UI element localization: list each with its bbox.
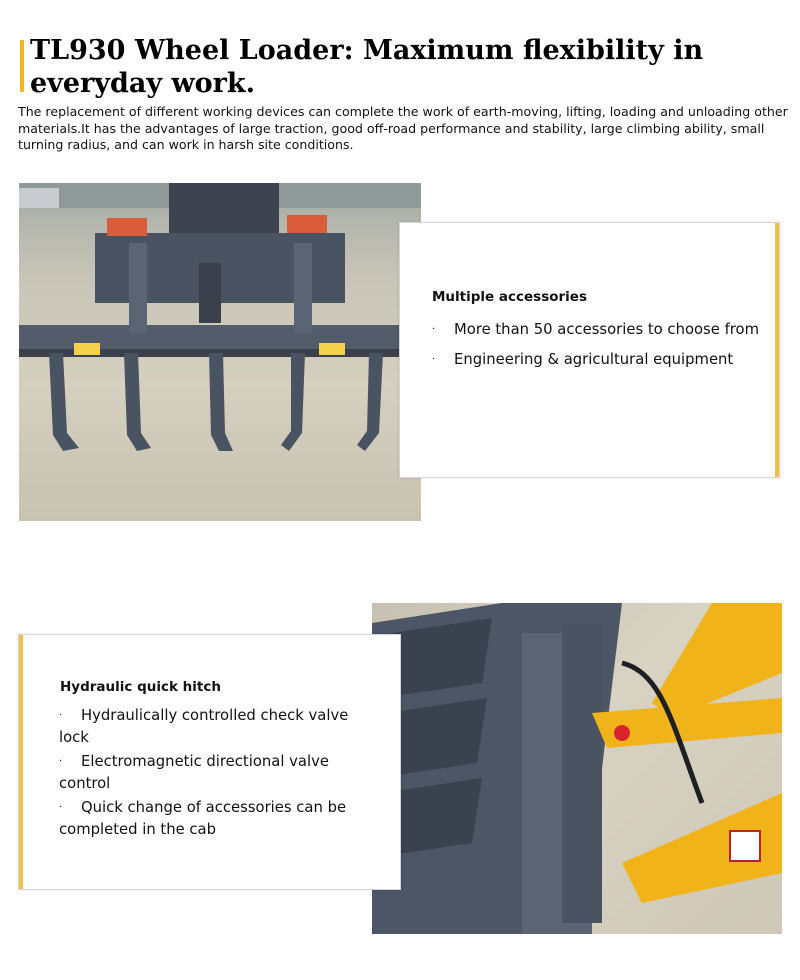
quick-hitch-illustration xyxy=(372,603,782,934)
list-item xyxy=(59,705,379,749)
feature-list xyxy=(59,705,379,843)
quick-hitch-photo xyxy=(372,603,782,934)
list-item xyxy=(59,797,379,841)
card-accent-bar xyxy=(775,223,779,477)
list-item-text: Hydraulically controlled check valve lock xyxy=(59,707,349,746)
card-heading: Multiple accessories xyxy=(432,289,587,305)
list-item xyxy=(432,319,762,341)
list-item xyxy=(432,349,762,371)
feature-list xyxy=(432,319,762,379)
ripper-attachment-photo xyxy=(19,183,421,521)
card-heading: Hydraulic quick hitch xyxy=(60,679,221,695)
list-item-text: Electromagnetic directional valve control xyxy=(59,753,329,792)
bullet-icon: · xyxy=(432,324,436,335)
intro-paragraph: The replacement of different working devices can complete the work of earth-moving, lifting, loading and unloading other materials.It has the advantages of large traction, good off-road performance and stability, large climbing ability, small turning radius, and can work in harsh site conditions. xyxy=(18,104,788,152)
page-title: TL930 Wheel Loader: Maximum flexibility in everyday work. xyxy=(30,35,704,99)
list-item xyxy=(59,751,379,795)
list-item-text: Quick change of accessories can be completed in the cab xyxy=(59,799,347,838)
bullet-icon: · xyxy=(59,710,63,721)
multiple-accessories-card xyxy=(399,222,780,478)
bullet-icon: · xyxy=(432,354,436,365)
bullet-icon: · xyxy=(59,802,63,813)
list-item-text: Engineering & agricultural equipment xyxy=(454,351,734,368)
bullet-icon: · xyxy=(59,756,63,767)
card-accent-bar xyxy=(19,635,23,889)
title-accent-bar xyxy=(20,40,24,92)
hydraulic-quick-hitch-card xyxy=(18,634,401,890)
ripper-illustration xyxy=(19,183,421,521)
list-item-text: More than 50 accessories to choose from xyxy=(454,321,759,338)
